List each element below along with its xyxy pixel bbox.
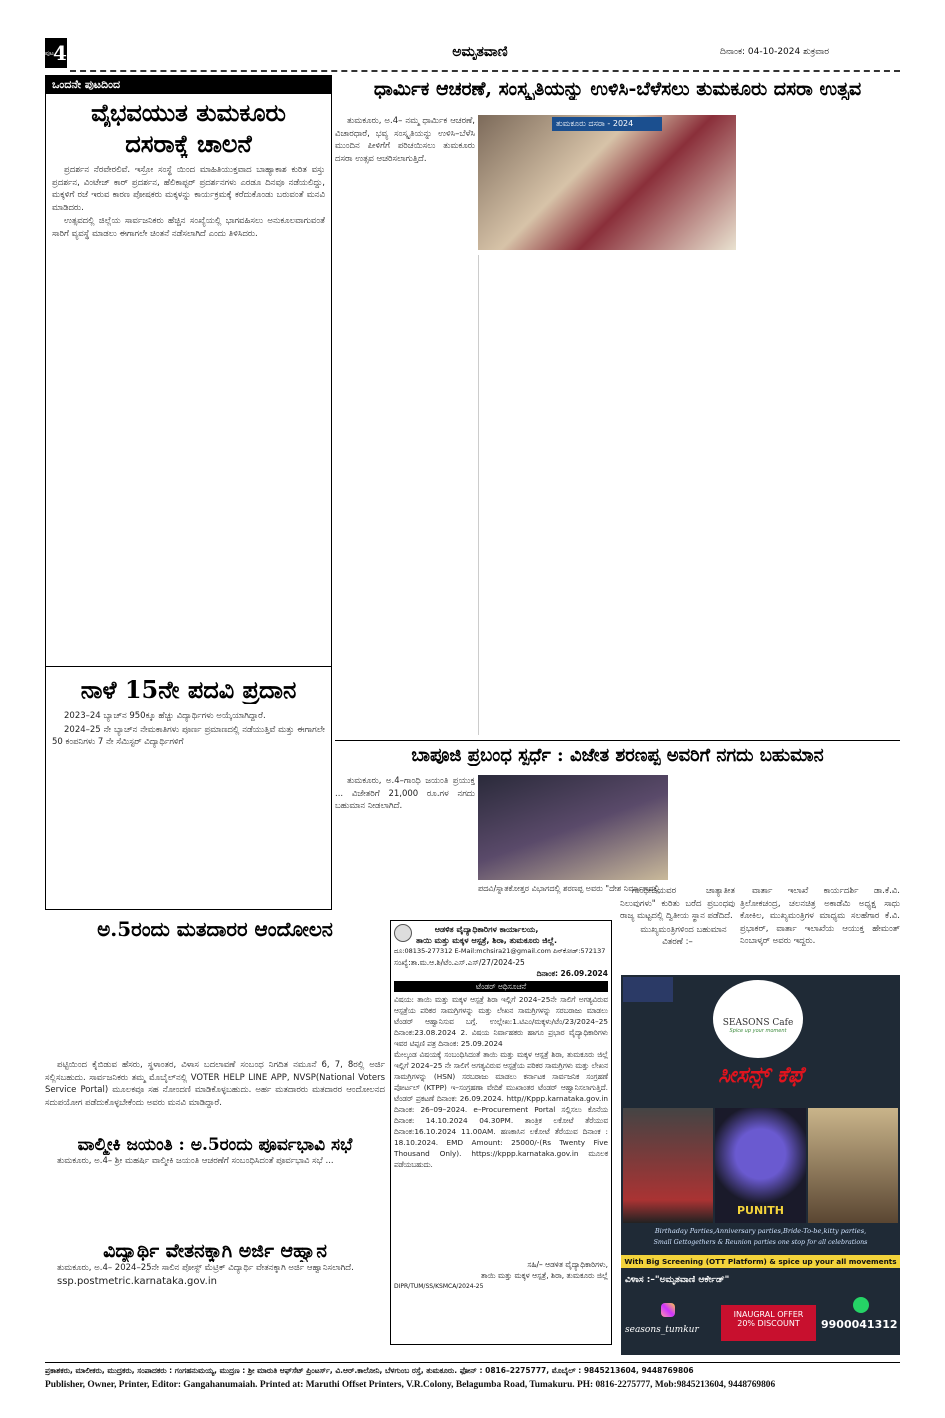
photo [808,1108,898,1223]
lead-body-col1 [335,115,475,735]
award-ceremony-photo [478,775,668,880]
ad-line: Birthaday Parties,Anniversary parties,Bride-To-be,kitty parties, [654,1227,867,1235]
ott-logos [623,977,673,1002]
tagline: Spice up your moment [729,1028,787,1034]
dasara-inauguration-photo [478,115,736,250]
section-label: ಒಂದನೇ ಪುಟದಿಂದ [46,76,331,94]
continued-story-box [45,75,332,910]
contact-line: ದೂ:08135-277312 E-Mail:mchsira21@gmail.com ಪಿನ್‌ಕೋಡ್:572137 [394,947,606,955]
bapuji-headline: ಬಾಪೂಜಿ ಪ್ರಬಂಧ ಸ್ಪರ್ಧೆ : ವಿಜೇತ ಶರಣಪ್ಪ ಅವರಿಗೆ ನಗದು ಬಹುಮಾನ [335,740,900,766]
bapuji-body-col2 [620,885,735,965]
office-address: ತಾಯಿ ಮತ್ತು ಮಕ್ಕಳ ಆಸ್ಪತ್ರೆ, ಶಿರಾ, ತುಮಕೂರು ಜಿಲ್ಲೆ. [416,936,558,945]
dipr-code: DIPR/TUM/SS/KSMCA/2024-25 [394,1283,484,1290]
paragraph: ಉತ್ಸವದಲ್ಲಿ ಜಿಲ್ಲೆಯ ಸಾರ್ವಜನಿಕರು ಹೆಚ್ಚಿನ ಸಂಖ್ಯೆಯಲ್ಲಿ ಭಾಗವಹಿಸಲು ಅನುಕೂಲವಾಗುವಂತೆ ಸಾರಿಗೆ ವ್ಯವಸ್ಥೆ ಮಾಡಲು ಈಗಾಗಲೇ ಚಿಂತನೆ ನಡೆಸಲಾಗಿದೆ ಎಂದು ತಿಳಿಸಿದರು. [52,216,325,239]
paragraph: ಪಟ್ಟಿಯಿಂದ ಕೈಬಿಡುವ ಹೆಸರು, ಸ್ಥಳಾಂತರ, ವಿಳಾಸ ಬದಲಾವಣೆ ಸಂಬಂಧ ನಿಗದಿತ ನಮೂನೆ 6, 7, 8ರಲ್ಲಿ ಅರ್ಜಿ ಸಲ್ಲಿಸಬಹುದು. ಸಾರ್ವಜನಿಕರು ತಮ್ಮ ಮೊಬೈಲ್‌ನಲ್ಲಿ VOTER HELP LINE APP, NVSP(National Voters Service Portal) ಮೂಲಕವೂ ಸಹ ನೋಂದಣಿ ಮಾಡಿಕೊಳ್ಳಬಹುದು. ಅರ್ಹ ಮತದಾರರು ಮತದಾರರ ಆಂದೋಲನದ ಸದುಪಯೋಗ ಪಡೆದುಕೊಳ್ಳಬೇಕೆಂದು ಅವರು ಮನವಿ ಮಾಡಿದ್ದಾರೆ. [45,1060,385,1108]
page-label: ಪುಟ [45,49,54,57]
notice-date: ದಿನಾಂಕ: 26.09.2024 [536,969,608,978]
photo-banner: ತುಮಕೂರು ದಸರಾ - 2024 [552,117,662,131]
subheading: ಮುಖ್ಯಮಂತ್ರಿಗಳಿಂದ ಬಹುಮಾನ ವಿತರಣೆ :– [640,924,727,948]
headline: ವೈಭವಯುತ ತುಮಕೂರು [91,98,286,127]
paragraph: ಪ್ರದರ್ಶನ ನೆರವೇರಲಿವೆ. ಇಸ್ರೋ ಸಂಸ್ಥೆ ಯಿಂದ ಮಾಹಿತಿಯುಕ್ತವಾದ ಬಾಹ್ಯಾಕಾಶ ಕುರಿತ ವಸ್ತು ಪ್ರದರ್ಶನ, ವಿಂಟೇಜ್ ಕಾರ್ ಪ್ರದರ್ಶನ, ಹೆಲಿಕಾಪ್ಟರ್ ಪ್ರದರ್ಶನಗಳು ಎರಡೂ ದಿನವೂ ನಡೆಯಲಿದ್ದು, ಮಕ್ಕಳಿಗೆ ರಜೆ ಇರುವ ಕಾರಣ ಪೋಷಕರು ಮಕ್ಕಳನ್ನು ಕಾರ್ಯಕ್ರಮಕ್ಕೆ ಕರೆದುಕೊಂಡು ಬರುವಂತೆ ಮನವಿ ಮಾಡಿದರು. [52,165,325,213]
logo-text: SEASONS Cafe [722,1018,794,1028]
paragraph: ವಾರ್ತಾ ಇಲಾಖೆ ಕಾರ್ಯದರ್ಶಿ ಡಾ.ಕೆ.ವಿ. ತ್ರಿಲೋಕಚಂದ್ರ, ಚಲನಚಿತ್ರ ಅಕಾಡೆಮಿ ಅಧ್ಯಕ್ಷ ಸಾಧು ಕೋಕಿಲ, ಮುಖ್ಯಮಂತ್ರಿಗಳ ಮಾಧ್ಯಮ ಸಲಹೆಗಾರ ಕೆ.ವಿ. ಪ್ರಭಾಕರ್, ವಾರ್ತಾ ಇಲಾಖೆಯ ಆಯುಕ್ತ ಹೇಮಂತ್ ನಿಂಬಾಳ್ಕರ್ ಅವರು ಇದ್ದರು. [740,886,900,947]
article-body [46,158,331,658]
tender-notice [390,920,612,1345]
voters-headline: ಅ.5ರಂದು ಮತದಾರರ ಆಂದೋಲನ [97,917,333,941]
article-body [46,704,331,756]
banner-name: PUNITH [736,1204,784,1217]
instagram-handle: seasons_tumkur [625,1325,699,1335]
paragraph: ತುಮಕೂರು, ಅ.4– ಶ್ರೀ ಮಹರ್ಷಿ ವಾಲ್ಮೀಕಿ ಜಯಂತಿ ಆಚರಣೆಗೆ ಸಂಬಂಧಿಸಿದಂತೆ ಪೂರ್ವಭಾವಿ ಸಭೆ ... [57,1156,334,1166]
photo [715,1108,805,1223]
instagram-icon [661,1303,675,1317]
paragraph: 2023–24 ಬ್ಯಾಚ್‌ನ 950ಕ್ಕೂ ಹೆಚ್ಚು ವಿದ್ಯಾರ್ಥಿಗಳು ಅಯ್ಕೆಯಾಗಿದ್ದಾರೆ. [64,711,266,721]
lead-body-cols [478,255,736,735]
ad-line: Small Gettogethers & Reunion parties one stop for all celebrations [653,1239,868,1246]
headline-convocation: ನಾಳೆ 15ನೇ ಪದವಿ ಪ್ರದಾನ [46,666,331,704]
voters-body [45,941,385,1131]
signature-office: ತಾಯಿ ಮತ್ತು ಮಕ್ಕಳ ಆಸ್ಪತ್ರೆ, ಶಿರಾ, ತುಮಕೂರು ಜಿಲ್ಲೆ [480,1271,608,1280]
bapuji-body-col1 [335,775,475,885]
reference-number: ಸಂಖ್ಯೆ:ತಾ.ಮ.ಆ.ಶಿ/ಟೆಂ.ಎಸ್.ಎಸ್/27/2024-25 [394,958,525,967]
page-number: 4 [53,41,67,65]
notice-body: ಮೇಲ್ಕಂಡ ವಿಷಯಕ್ಕೆ ಸಂಬಂಧಿಸಿದಂತೆ ತಾಯಿ ಮತ್ತು ಮಕ್ಕಳ ಆಸ್ಪತ್ರೆ ಶಿರಾ, ತುಮಕೂರು ಜಿಲ್ಲೆ ಇಲ್ಲಿಗೆ 2024–25 ನೇ ಸಾಲಿಗೆ ಅಗತ್ಯವಿರುವ ಆಸ್ಪತ್ರೆಯ ಪರಿಕರ ಸಾಮಗ್ರಿಗಳು ಮತ್ತು ಲೇಖನ ಸಾಮಗ್ರಿಗಳನ್ನು (HSN) ಸರಬರಾಜು ಮಾಡಲು ಕರ್ನಾಟಕ ಸಾರ್ವಜನಿಕ ಸಂಗ್ರಹಣೆ ಪೋರ್ಟಲ್ (KTPP) ಇ–ಸಂಗ್ರಹಣಾ ವೇದಿಕೆ ಮುಖಾಂತರ ಟೆಂಡರ್ ಆಹ್ವಾನಿಸಲಾಗುತ್ತಿದೆ. ಟೆಂಡರ್ ಪ್ರಕಟಣೆ ದಿನಾಂಕ: 26.09.2024. http//Kppp.karnataka.gov.in ದಿನಾಂಕ: 26–09–2024. e–Procurement Portal ಸಲ್ಲಿಸಲು ಕೊನೆಯ ದಿನಾಂಕ: 14.10.2024 04.30PM. ತಾಂತ್ರಿಕ ಲಕೋಟೆ ತೆರೆಯುವ ದಿನಾಂಕ:16.10.2024 11.00AM. ಹಣಕಾಸಿನ ಲಕೋಟೆ ತೆರೆಯುವ ದಿನಾಂಕ : 18.10.2024. EMD Amount: 25000/-(Rs Twenty Five Thousand Only). https://kppp.karnataka.gov.in ಮೂಲಕ ಪಡೆಯಬಹುದು. [394,1050,608,1169]
notice-body: ವಿಷಯ: ತಾಯಿ ಮತ್ತು ಮಕ್ಕಳ ಆಸ್ಪತ್ರೆ ಶಿರಾ ಇಲ್ಲಿಗೆ 2024–25ನೇ ಸಾಲಿಗೆ ಅಗತ್ಯವಿರುವ ಆಸ್ಪತ್ರೆಯ ಪರಿಕರ ಸಾಮಗ್ರಿಗಳನ್ನು ಮತ್ತು ಲೇಖನ ಸಾಮಗ್ರಿಗಳನ್ನು ಸರಬರಾಜು ಮಾಡಲು ಟೆಂಡರ್ ಆಹ್ವಾನಿಸುವ ಬಗ್ಗೆ. ಉಲ್ಲೇಖ:1.ಟಿಎಂ/ಮಕ್ಕಳು/ಟೆಂ/23/2024–25 ದಿನಾಂಕ:23.08.2024 2. ವಿಷಯ ನಿರ್ವಾಹಕರು ಹಾಗೂ ಪ್ರಭಾರ ವೈದ್ಯಾಧಿಕಾರಿಗಳು ಇವರ ಟಿಪ್ಪಣಿ ಪತ್ರ ದಿನಾಂಕ: 25.09.2024 [394,995,608,1048]
venue-photos [623,1108,898,1223]
scholarship-body [45,1262,385,1289]
offer-line: 20% DISCOUNT [737,1319,800,1328]
headline-line2: ದಸರಾಕ್ಕೆ ಚಾಲನೆ [125,129,252,158]
photo-caption: ಪದವಿ/ಸ್ನಾತಕೋತ್ತರ ವಿಭಾಗದಲ್ಲಿ ಶರಣಪ್ಪ ಅವರು "ದೇಶ ನಿರ್ಮಾಣದಲ್ಲಿ [478,884,660,893]
paragraph: ತುಮಕೂರು, ಅ.4– 2024–25ನೇ ಸಾಲಿನ ಪೋಸ್ಟ್ ಮೆಟ್ರಿಕ್ ವಿದ್ಯಾರ್ಥಿ ವೇತನಕ್ಕಾಗಿ ಅರ್ಜಿ ಆಹ್ವಾನಿಸಲಾಗಿದೆ. [57,1263,354,1273]
paragraph: 2024–25 ನೇ ಬ್ಯಾಚ್‌ನ ನೇಮಕಾತಿಗಳು ಪೂರ್ಣ ಪ್ರಮಾಣದಲ್ಲಿ ನಡೆಯುತ್ತಿವೆ ಮತ್ತು ಈಗಾಗಲೇ 50 ಕಂಪನಿಗಳು 7 ನೇ ಸೆಮಿಸ್ಟರ್ ವಿದ್ಯಾರ್ಥಿಗಳಿಗೆ [52,724,325,748]
bapuji-body-col3 [740,775,900,965]
paragraph: ತುಮಕೂರು, ಅ.4–ಗಾಂಧಿ ಜಯಂತಿ ಪ್ರಯುಕ್ತ ... ವಿಜೇತರಿಗೆ 21,000 ರೂ.ಗಳ ನಗದು ಬಹುಮಾನ ನೀಡಲಾಗಿದೆ. [335,776,475,812]
imprint-english: Publisher, Owner, Printer, Editor: Gangahanumaiah. Printed at: Maruthi Offset Printers, V.R.Colony, Belagumba Road, Tumakuru. PH: 0816-2275777, Mob:9845213604, 9448769806 [45,1380,776,1390]
signature: ಸಹಿ/– ಆಡಳಿತ ವೈದ್ಯಾಧಿಕಾರಿಗಳು, [527,1260,608,1269]
seasons-cafe-ad [621,975,900,1355]
valmiki-body [45,1155,385,1240]
ad-line: With Big Screening (OTT Platform) & spice up your all movements [621,1255,900,1268]
office-name: ಆಡಳಿತ ವೈದ್ಯಾಧಿಕಾರಿಗಳ ಕಾರ್ಯಾಲಯ, [434,925,539,934]
ad-phone[interactable]: 9900041312 [821,1318,898,1331]
offer-line: INAUGRAL OFFER [733,1310,804,1319]
paragraph: ತುಮಕೂರು, ಅ.4– ನಮ್ಮ ಧಾರ್ಮಿಕ ಆಚರಣೆ, ವಿಚಾರಧಾರೆ, ಭವ್ಯ ಸಂಸ್ಕೃತಿಯನ್ನು ಉಳಿಸಿ–ಬೆಳೆಸಿ ಮುಂದಿನ ಪೀಳಿಗೆಗೆ ಪರಿಚಯಿಸಲು ತುಮಕೂರು ದಸರಾ ಉತ್ಸವ ಆಚರಿಸಲಾಗುತ್ತಿದೆ. [335,116,475,164]
page-number-badge [45,38,67,68]
valmiki-headline: ವಾಲ್ಮೀಕಿ ಜಯಂತಿ : ಅ.5ರಂದು ಪೂರ್ವಭಾವಿ ಸಭೆ [77,1135,353,1155]
cafe-logo [713,980,803,1058]
masthead-divider [70,70,900,72]
imprint-kannada: ಪ್ರಕಾಶಕರು, ಮಾಲೀಕರು, ಮುದ್ರಕರು, ಸಂಪಾದಕರು : ಗಂಗಹನುಮಯ್ಯ, ಮುದ್ರಣ : ಶ್ರೀ ಮಾರುತಿ ಆಫ್‌ಸೆಟ್ ಪ್ರಿಂಟರ್ಸ್, ವಿ.ಆರ್.ಕಾಲೋನಿ, ಬೆಳಗುಂಬ ರಸ್ತೆ, ತುಮಕೂರು. ಫೋನ್ : 0816–2275777, ಮೊಬೈಲ್ : 9845213604, 9448769806 [45,1366,694,1375]
issue-date: ದಿನಾಂಕ: 04-10-2024 ಶುಕ್ರವಾರ [720,47,830,57]
whatsapp-icon [853,1297,869,1313]
government-emblem-icon [394,924,412,942]
offer-banner [721,1305,816,1341]
paragraph: ಗಾಂಧೀಜಿಯವರ ಚಾತ್ಯಾತೀತ ನಿಲುವುಗಳು" ಕುರಿತು ಬರೆದ ಪ್ರಬಂಧವು ರಾಜ್ಯ ಮಟ್ಟದಲ್ಲಿ ದ್ವಿತೀಯ ಸ್ಥಾನ ಪಡೆದಿದೆ. [620,886,735,922]
footer-divider [45,1362,900,1363]
lead-headline: ಧಾರ್ಮಿಕ ಆಚರಣೆ, ಸಂಸ್ಕೃತಿಯನ್ನು ಉಳಿಸಿ-ಬೆಳೆಸಲು ತುಮಕೂರು ದಸರಾ ಉತ್ಸವ [373,78,862,100]
photo [623,1108,713,1223]
ad-address: ವಿಳಾಸ :–"ಅಮೃತವಾಣಿ ಆರ್ಕೇಡ್" [625,1275,730,1285]
scholarship-url[interactable]: ssp.postmetric.karnataka.gov.in [57,1275,217,1287]
notice-title: ಟೆಂಡರ್ ಅಧಿಸೂಚನೆ [394,981,608,992]
lead-body-col4 [740,115,900,735]
paper-name: ಅಮೃತವಾಣಿ [452,44,508,60]
scholarship-headline: ವಿದ್ಯಾರ್ಥಿ ವೇತನಕ್ಕಾಗಿ ಅರ್ಜಿ ಆಹ್ವಾನ [103,1240,327,1262]
cafe-name: ಸೀಸನ್ಸ್ ಕೆಫೆ [718,1063,803,1088]
bottom-left-articles [45,915,385,1355]
